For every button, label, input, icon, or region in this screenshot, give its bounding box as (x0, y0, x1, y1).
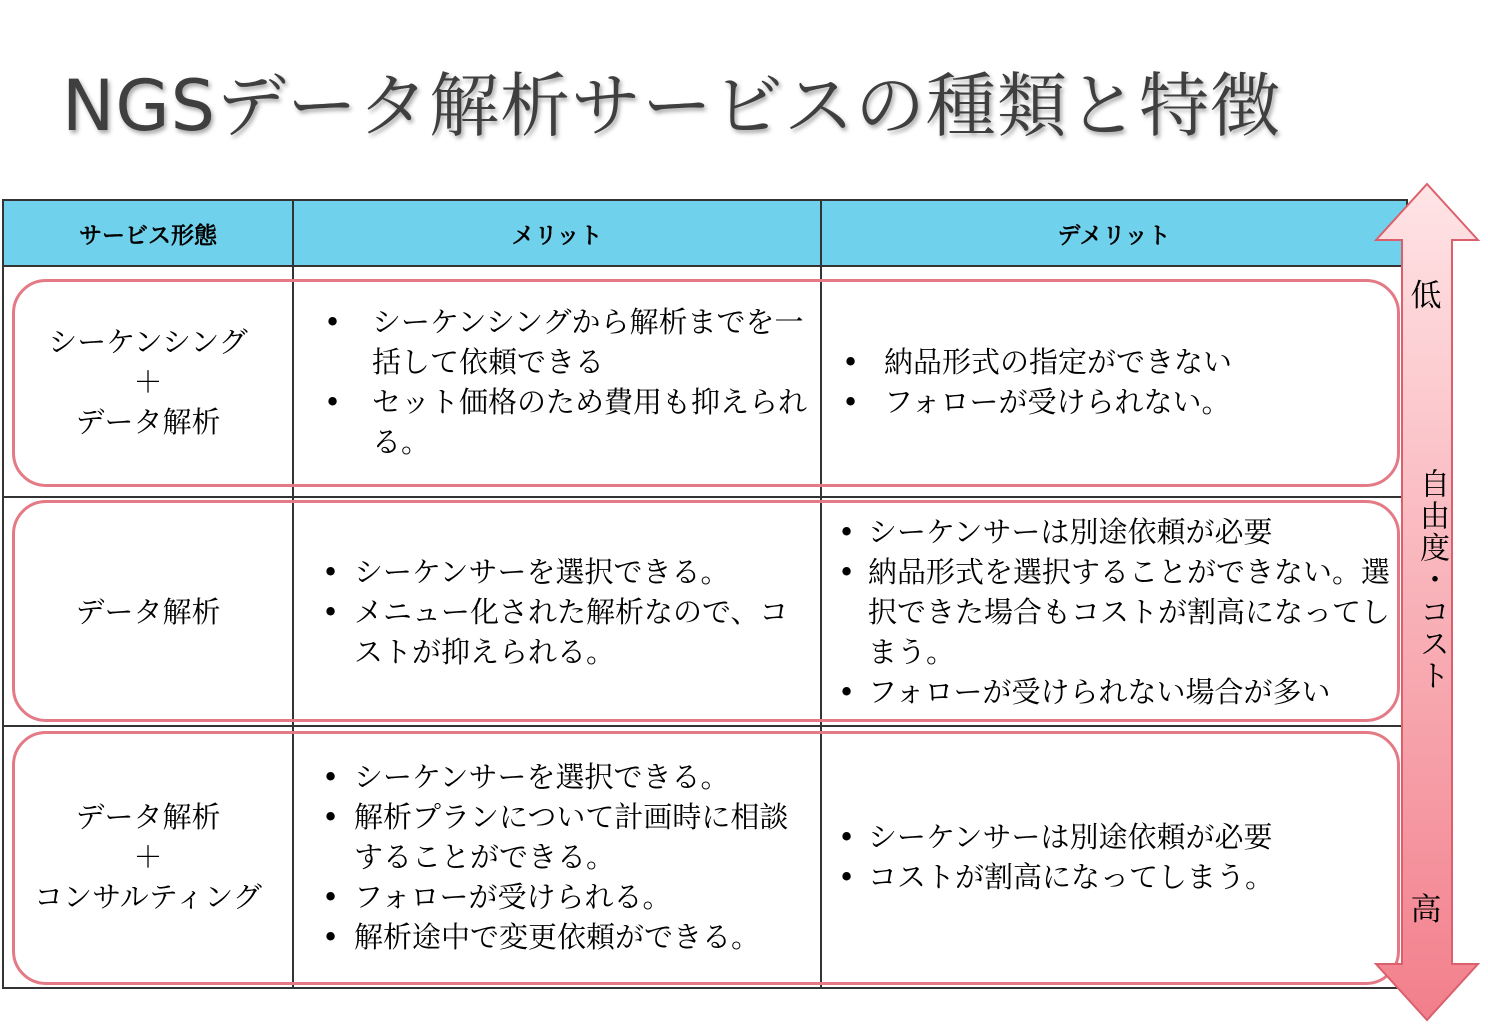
service-table (2, 199, 1408, 989)
merits-cell (293, 497, 821, 726)
list-item: • メニュー化された解析なので、コストが抑えられる。 (354, 592, 810, 672)
scale-axis-label: 自由度・コスト (1414, 468, 1449, 692)
merits-list (294, 552, 820, 672)
list-item: • フォローが受けられない場合が多い (868, 672, 1400, 712)
table-row (3, 266, 1407, 497)
merits-list (294, 302, 820, 462)
list-item: • シーケンサーを選択できる。 (354, 757, 810, 797)
service-type-cell (3, 266, 293, 497)
list-item: • コストが割高になってしまう。 (868, 857, 1400, 897)
list-item: • 納品形式を選択することができない。選択できた場合もコストが割高になってしまう。 (868, 552, 1400, 672)
service-type-cell (3, 726, 293, 988)
demerits-list (822, 342, 1406, 422)
table-row (3, 726, 1407, 988)
service-type-line: データ解析 (75, 800, 221, 834)
list-item: • 納品形式の指定ができない (884, 342, 1396, 382)
service-type-line: コンサルティング (34, 880, 262, 914)
demerits-cell (821, 497, 1407, 726)
table-row (3, 497, 1407, 726)
merits-cell (293, 726, 821, 988)
demerits-list (822, 817, 1406, 897)
scale-low-label: 低 (1410, 278, 1442, 314)
list-item: • 解析途中で変更依頼ができる。 (354, 917, 810, 957)
merits-list (294, 757, 820, 957)
list-item: • フォローが受けられない。 (884, 382, 1396, 422)
list-item: • シーケンシングから解析までを一括して依頼できる (372, 302, 810, 382)
page-title: NGSデータ解析サービスの種類と特徴 (62, 65, 1282, 147)
table-header-row (3, 200, 1407, 266)
scale-high-label: 高 (1410, 892, 1442, 928)
list-item: • フォローが受けられる。 (354, 877, 810, 917)
list-item: • セット価格のため費用も抑えられる。 (372, 382, 810, 462)
merits-cell (293, 266, 821, 497)
service-type-line: データ解析 (75, 404, 221, 439)
list-item: • 解析プランについて計画時に相談することができる。 (354, 797, 810, 877)
demerits-cell (821, 726, 1407, 988)
list-item: • シーケンサーは別途依頼が必要 (868, 512, 1400, 552)
demerits-list (822, 512, 1406, 712)
plus-sign: ＋ (133, 840, 163, 874)
plus-sign: ＋ (133, 364, 163, 399)
demerits-cell (821, 266, 1407, 497)
service-type-line: シーケンシング (48, 324, 248, 359)
service-type-cell (3, 497, 293, 726)
header-demerits: デメリット (821, 200, 1407, 266)
service-type-line: データ解析 (75, 594, 221, 629)
list-item: • シーケンサーを選択できる。 (354, 552, 810, 592)
header-merits: メリット (293, 200, 821, 266)
header-service-type: サービス形態 (3, 200, 293, 266)
list-item: • シーケンサーは別途依頼が必要 (868, 817, 1400, 857)
